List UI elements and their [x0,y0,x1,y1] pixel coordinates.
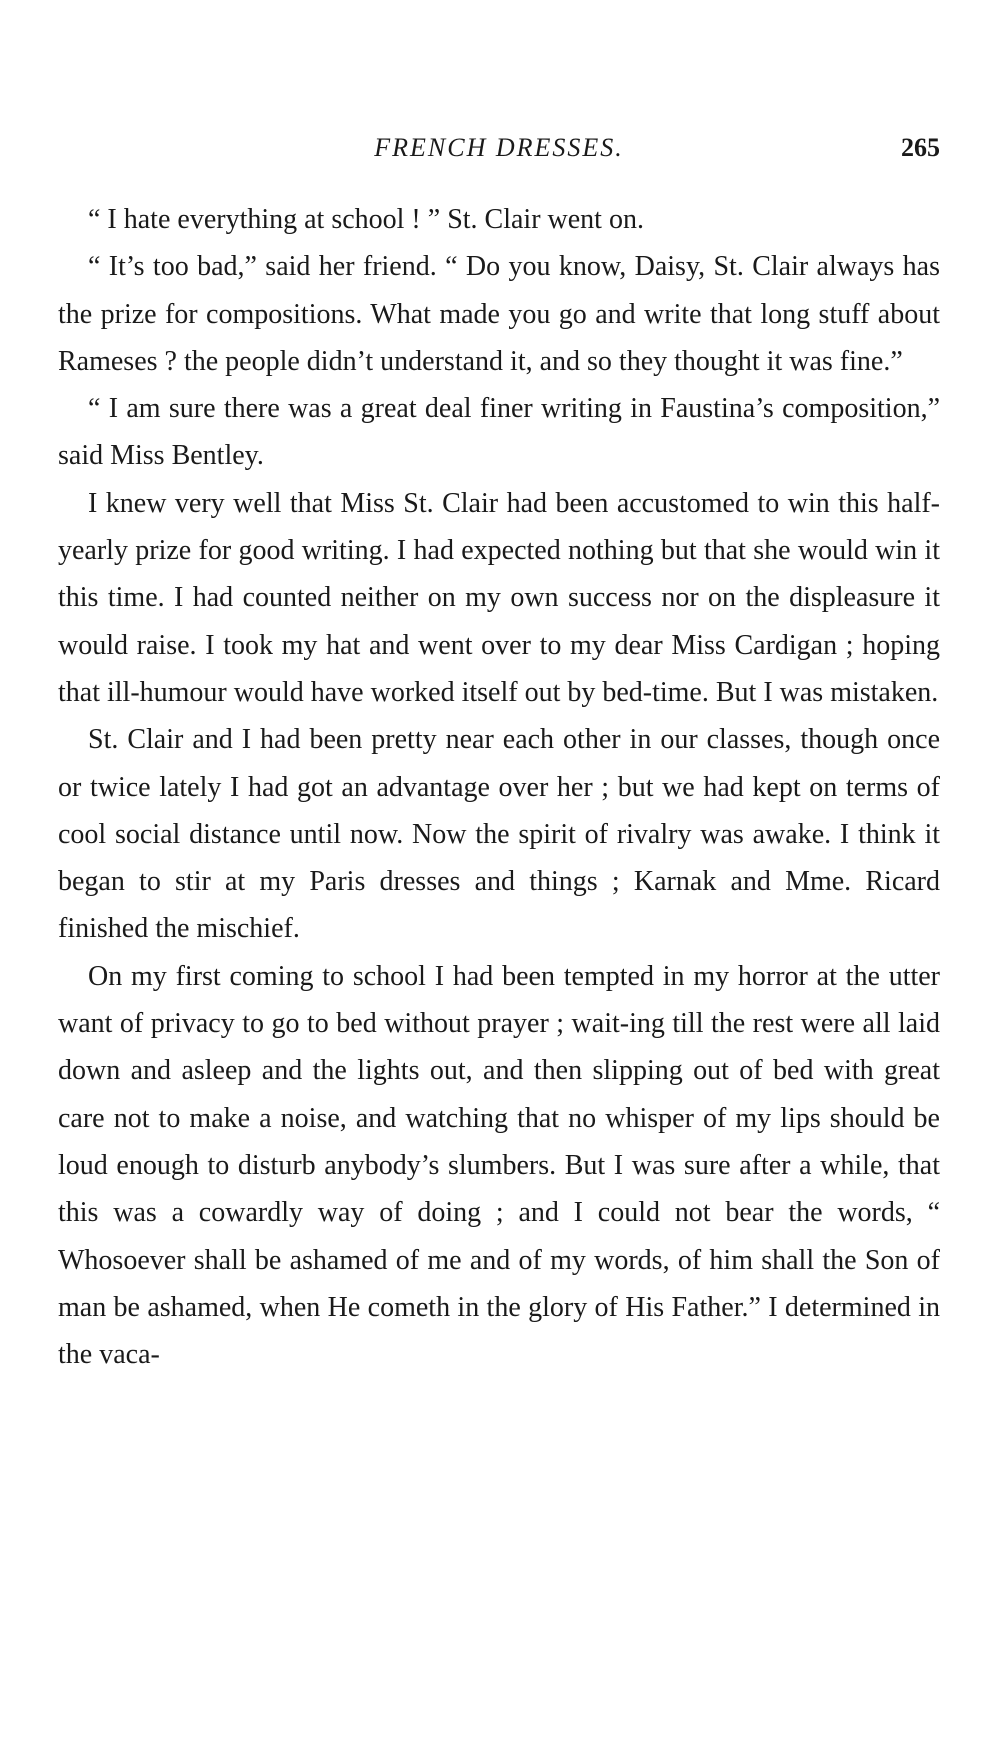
page-header [58,128,940,168]
paragraph: “ It’s too bad,” said her friend. “ Do you know, Daisy, St. Clair always has the prize for compositions. What made you go and write that long stuff about Rameses ? the people didn’t understand it, and so they thought it was fine.” [58,251,940,377]
paragraph: St. Clair and I had been pretty near each other in our classes, though once or twice lately I had got an advantage over her ; but we had kept on terms of cool social distance until now. Now the spirit of rivalry was awake. I think it began to stir at my Paris dresses and things ; Karnak and Mme. Ricard finished the mischief. [58,724,940,945]
paragraph: On my first coming to school I had been tempted in my horror at the utter want of privacy to go to bed without prayer ; wait-ing till the rest were all laid down and asleep and the lights out, and then slipping out of bed with great care not to make a noise, and watching that no whisper of my lips should be loud enough to disturb anybody’s slumbers. But I was sure after a while, that this was a cowardly way of doing ; and I could not bear the words, “ Whosoever shall be ashamed of me and of my words, of him shall the Son of man be ashamed, when He cometh in the glory of His Father.” I determined in the vaca- [58,960,940,1371]
paragraph: “ I hate everything at school ! ” St. Clair went on. [88,204,644,235]
page-number: 265 [901,133,940,162]
paragraph: “ I am sure there was a great deal finer writing in Faustina’s composition,” said Miss Bentley. [58,393,940,472]
paragraph: I knew very well that Miss St. Clair had been accustomed to win this half-yearly prize for good writing. I had expected nothing but that she would win it this time. I had counted neither on my own success nor on the displeasure it would raise. I took my hat and went over to my dear Miss Cardigan ; hoping that ill-humour would have worked itself out by bed-time. But I was mistaken. [58,487,940,708]
running-title: FRENCH DRESSES. [374,133,624,162]
body-text [58,196,940,1378]
